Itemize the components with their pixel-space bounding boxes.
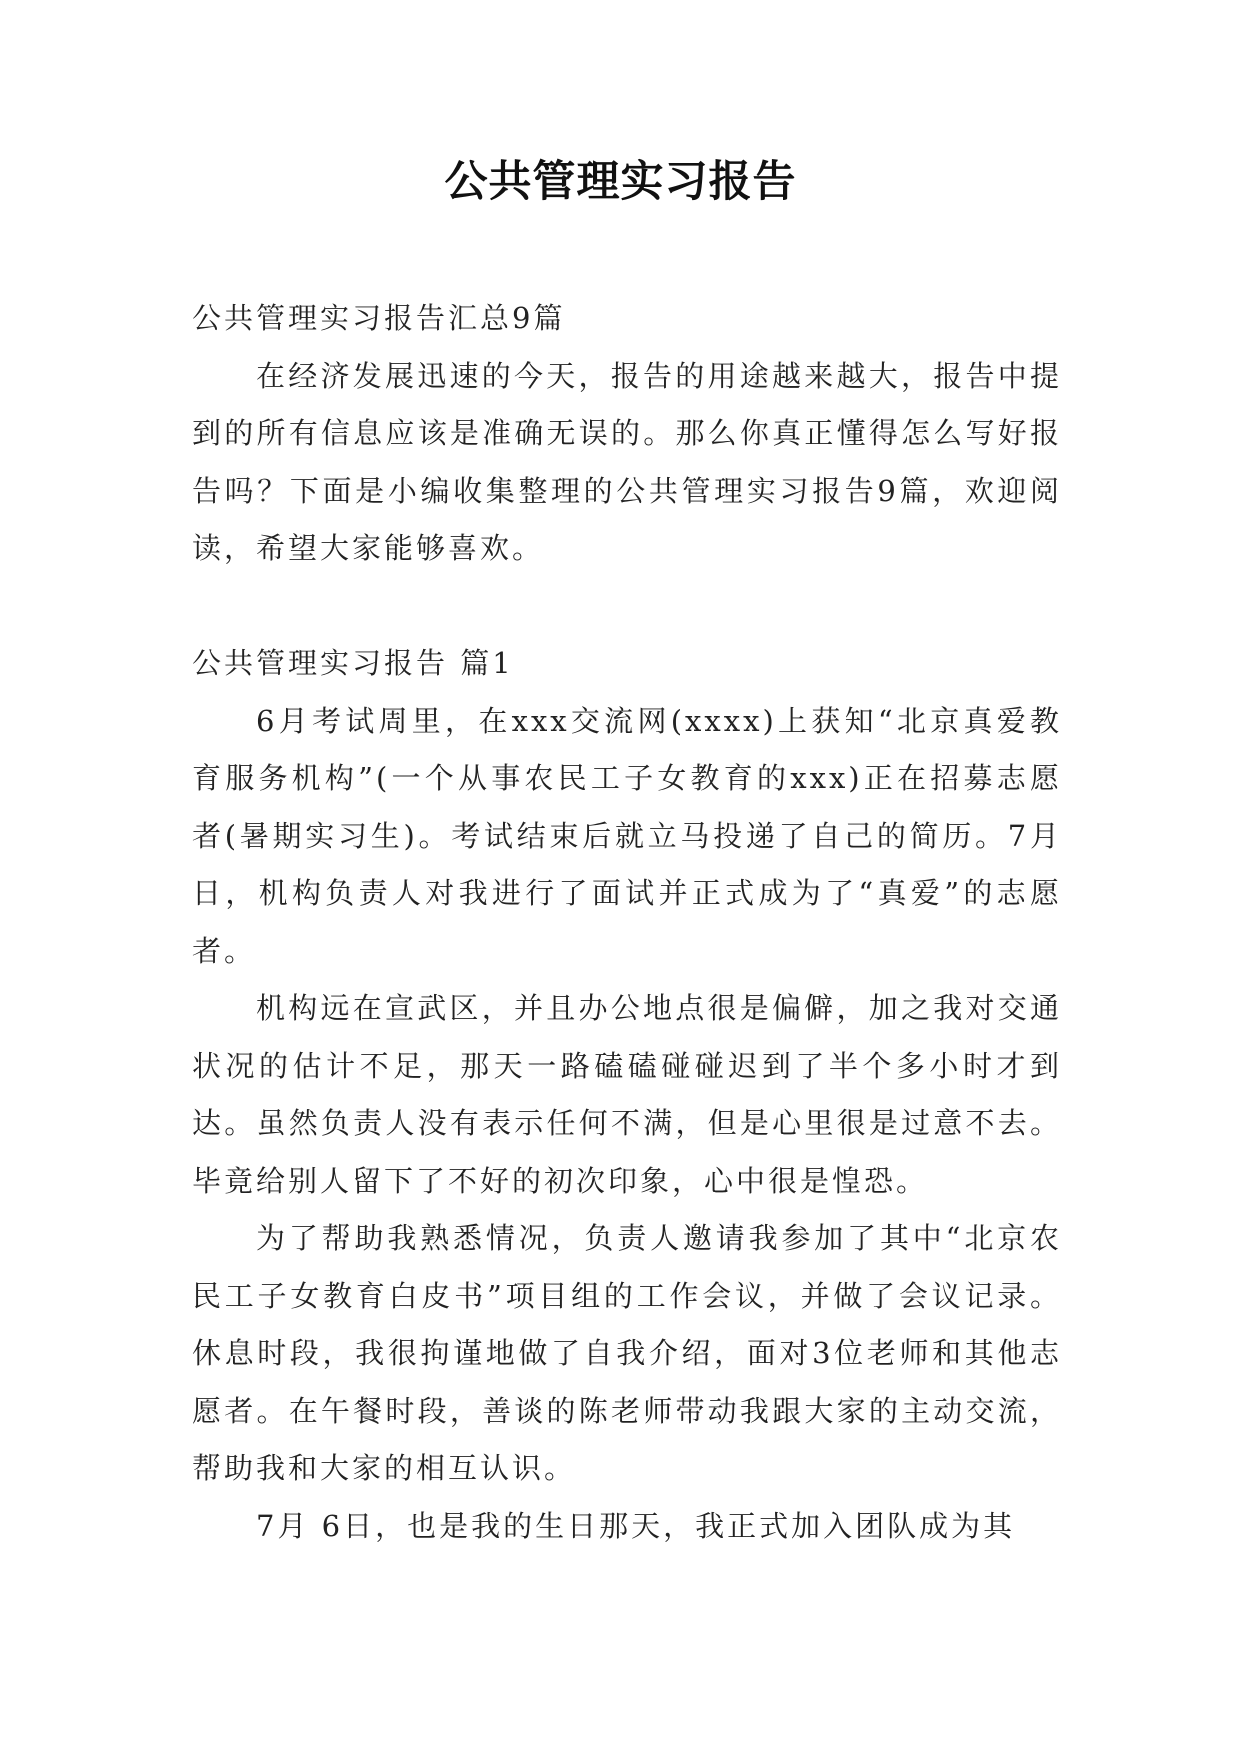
summary-heading: 公共管理实习报告汇总9篇 — [192, 301, 566, 335]
body-paragraph: 机构远在宣武区，并且办公地点很是偏僻，加之我对交通状况的估计不足，那天一路磕磕碰碰迟到了半个多小时才到达。虽然负责人没有表示任何不满，但是心里很是过意不去。毕竟给别人留下了不好的初次印象，心中很是惶恐。 — [192, 991, 1062, 1198]
section-spacer — [192, 578, 1062, 636]
body-paragraph: 7月 6日，也是我的生日那天，我正式加入团队成为其 — [256, 1508, 1016, 1543]
document-body — [192, 290, 1095, 1555]
section-heading: 公共管理实习报告 篇1 — [192, 646, 514, 680]
body-paragraph: 为了帮助我熟悉情况，负责人邀请我参加了其中“北京农民工子女教育白皮书”项目组的工作会议，并做了会议记录。休息时段，我很拘谨地做了自我介绍，面对3位老师和其他志愿者。在午餐时段，善谈的陈老师带动我跟大家的主动交流，帮助我和大家的相互认识。 — [192, 1221, 1062, 1485]
intro-paragraph: 在经济发展迅速的今天，报告的用途越来越大，报告中提到的所有信息应该是准确无误的。那么你真正懂得怎么写好报告吗？下面是小编收集整理的公共管理实习报告9篇，欢迎阅读，希望大家能够喜欢。 — [192, 358, 1062, 565]
document-title: 公共管理实习报告 — [444, 157, 797, 207]
body-paragraph: 6月考试周里，在xxx交流网(xxxx)上获知“北京真爱教育服务机构”(一个从事农民工子女教育的xxx)正在招募志愿者(暑期实习生)。考试结束后就立马投递了自己的简历。7月 日，机构负责人对我进行了面试并正式成为了“真爱”的志愿者。 — [192, 703, 1095, 968]
